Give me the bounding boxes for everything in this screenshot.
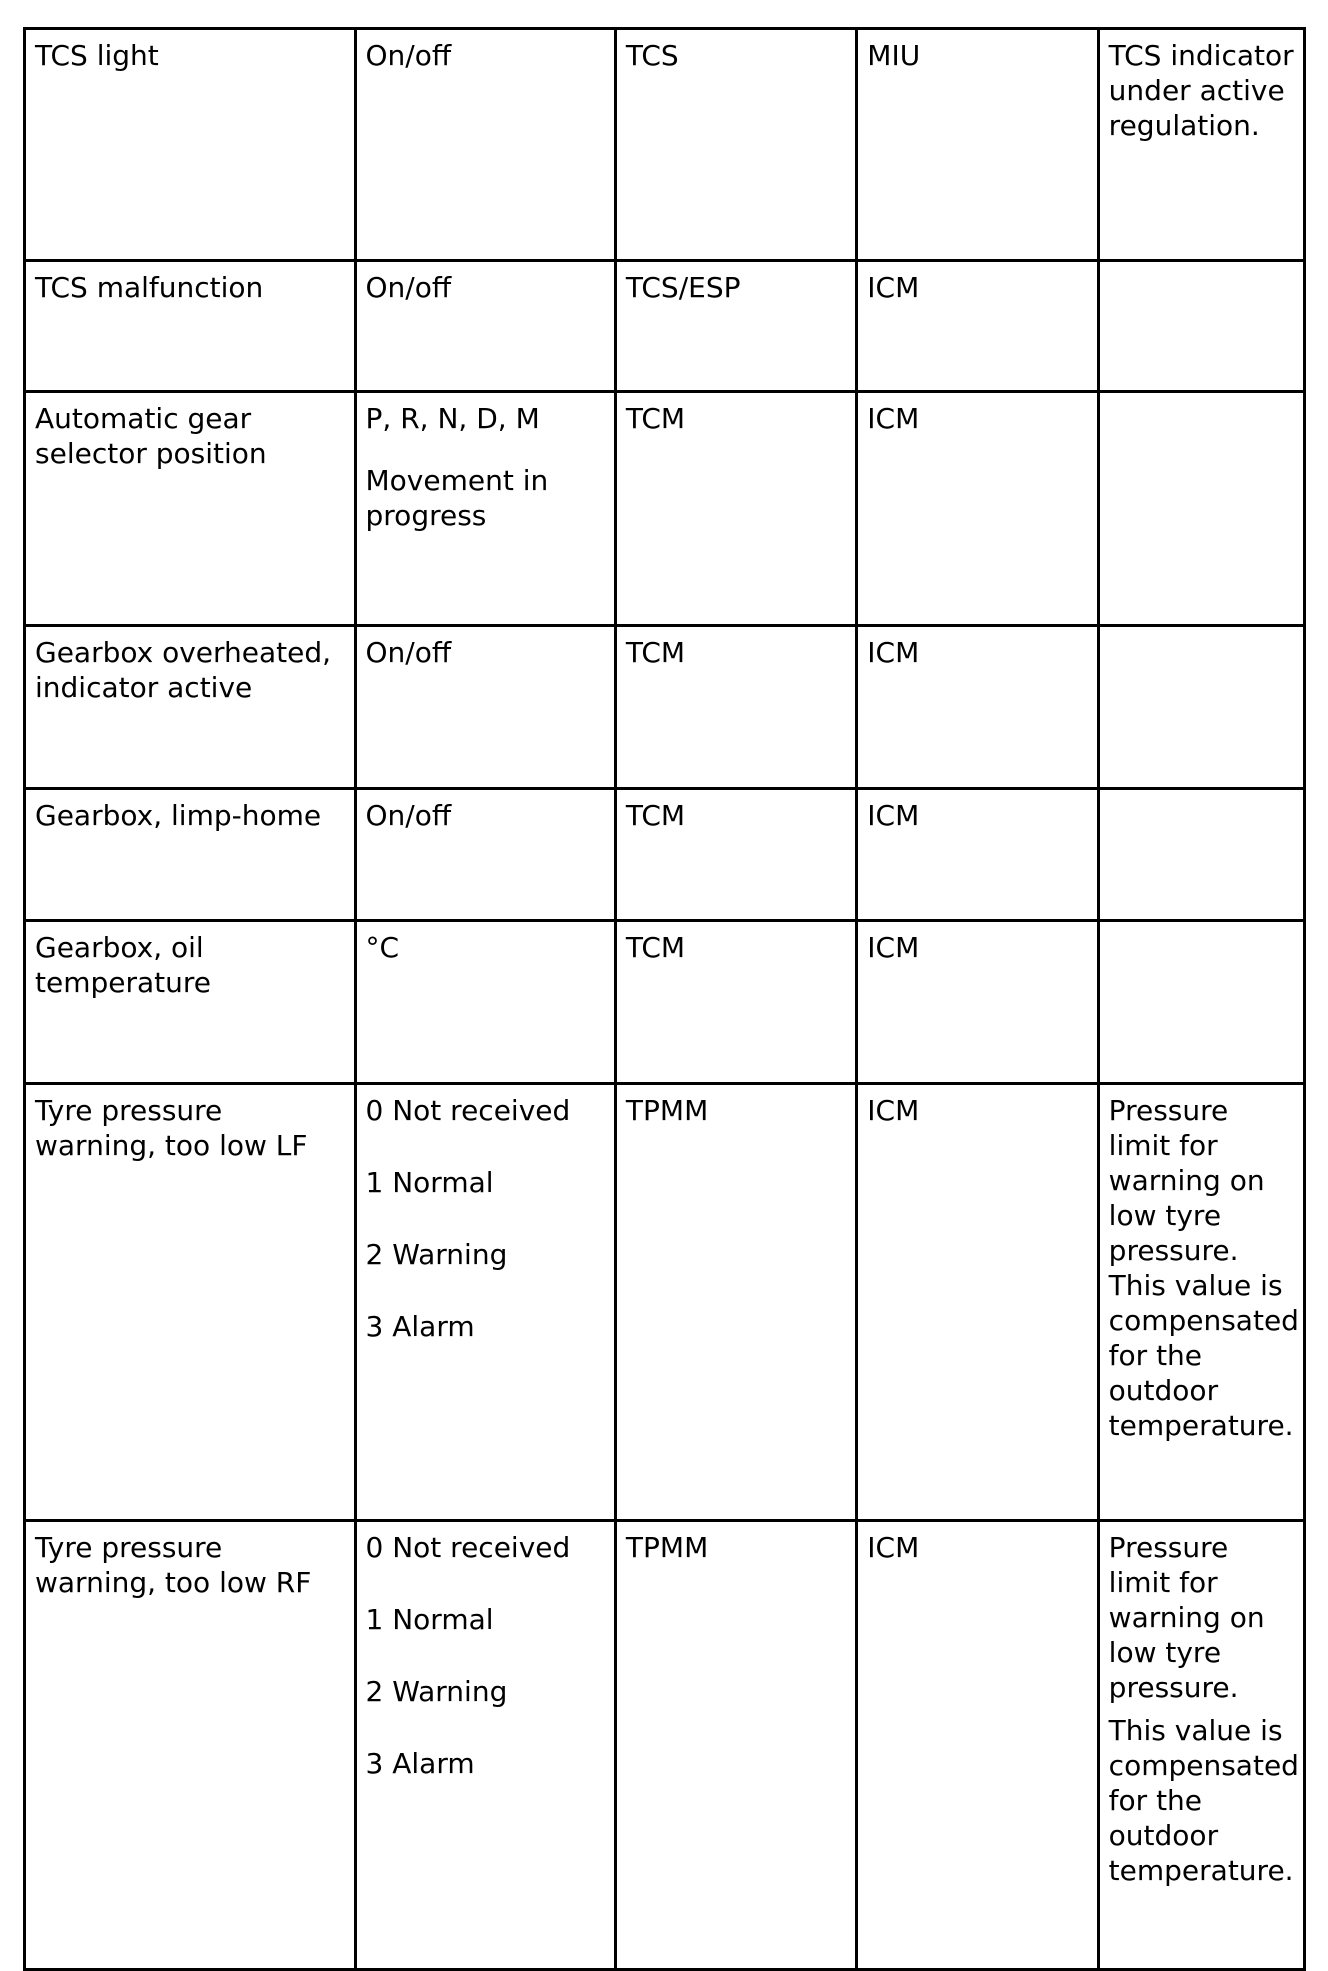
values-cell — [355, 261, 615, 392]
values-cell — [355, 921, 615, 1084]
notes-cell — [1098, 392, 1304, 626]
notes-cell — [1098, 921, 1304, 1084]
signal-name-cell — [25, 921, 356, 1084]
destination-cell — [857, 261, 1098, 392]
signal-name: Automatic gear selector position — [35, 402, 267, 470]
signal-name: Tyre pressure warning, too low LF — [35, 1094, 308, 1162]
notes-cell — [1098, 626, 1304, 789]
table-row — [25, 921, 1305, 1084]
destination-cell — [857, 1521, 1098, 1970]
destination-module: ICM — [867, 402, 920, 435]
table-row — [25, 1521, 1305, 1970]
destination-module: ICM — [867, 271, 920, 304]
signal-name-cell — [25, 392, 356, 626]
value-text: 3 Alarm — [365, 1310, 475, 1343]
source-cell — [615, 1521, 856, 1970]
signal-name-cell — [25, 1084, 356, 1521]
source-module: TCS — [625, 39, 679, 72]
source-module: TCM — [625, 402, 686, 435]
value-text: 2 Warning — [365, 1238, 508, 1271]
note-text: TCS indicator under active regulation. — [1108, 39, 1294, 142]
value-text: P, R, N, D, M — [365, 402, 540, 435]
value-text: 2 Warning — [365, 1675, 508, 1708]
destination-cell — [857, 626, 1098, 789]
source-module: TCM — [625, 799, 686, 832]
destination-cell — [857, 1084, 1098, 1521]
values-cell — [355, 1084, 615, 1521]
value-text: 0 Not received — [365, 1531, 571, 1564]
note-text: This value is compensated for the outdoor temperature. — [1108, 1714, 1299, 1887]
destination-module: ICM — [867, 1531, 920, 1564]
table-row — [25, 626, 1305, 789]
destination-cell — [857, 392, 1098, 626]
source-module: TCM — [625, 636, 686, 669]
value-text: On/off — [365, 271, 452, 304]
signal-name-cell — [25, 261, 356, 392]
signal-name-cell — [25, 1521, 356, 1970]
value-text: Movement in progress — [365, 464, 558, 532]
values-cell — [355, 626, 615, 789]
destination-cell — [857, 29, 1098, 261]
signal-name: Gearbox, limp-home — [35, 799, 322, 832]
values-cell — [355, 392, 615, 626]
note-text: Pressure limit for warning on low tyre pressure. — [1108, 1531, 1265, 1704]
table-row — [25, 1084, 1305, 1521]
destination-module: ICM — [867, 1094, 920, 1127]
source-cell — [615, 789, 856, 921]
source-cell — [615, 921, 856, 1084]
source-module: TPMM — [625, 1094, 709, 1127]
source-cell — [615, 626, 856, 789]
value-text: On/off — [365, 39, 452, 72]
destination-cell — [857, 789, 1098, 921]
destination-module: ICM — [867, 931, 920, 964]
values-cell — [355, 789, 615, 921]
note-text: Pressure limit for warning on low tyre pressure. This value is compensated for the outdoor temperature. — [1108, 1094, 1299, 1442]
destination-module: MIU — [867, 39, 921, 72]
notes-cell — [1098, 261, 1304, 392]
destination-module: ICM — [867, 799, 920, 832]
signal-name: Gearbox overheated, indicator active — [35, 636, 332, 704]
source-cell — [615, 261, 856, 392]
value-text: 1 Normal — [365, 1603, 494, 1636]
table-row — [25, 29, 1305, 261]
source-module: TCM — [625, 931, 686, 964]
value-text: On/off — [365, 799, 452, 832]
value-text: °C — [365, 931, 400, 964]
table-row — [25, 261, 1305, 392]
notes-cell — [1098, 1084, 1304, 1521]
signal-name-cell — [25, 29, 356, 261]
value-text: 1 Normal — [365, 1166, 494, 1199]
values-cell — [355, 1521, 615, 1970]
values-cell — [355, 29, 615, 261]
table-row — [25, 392, 1305, 626]
source-module: TCS/ESP — [625, 271, 741, 304]
source-cell — [615, 392, 856, 626]
signal-table — [23, 27, 1306, 1971]
destination-module: ICM — [867, 636, 920, 669]
signal-name-cell — [25, 626, 356, 789]
signal-name: TCS malfunction — [35, 271, 264, 304]
table-body — [25, 29, 1305, 1970]
notes-cell — [1098, 29, 1304, 261]
notes-cell — [1098, 789, 1304, 921]
destination-cell — [857, 921, 1098, 1084]
signal-name-cell — [25, 789, 356, 921]
value-text: 0 Not received — [365, 1094, 571, 1127]
signal-name: TCS light — [35, 39, 159, 72]
signal-name: Gearbox, oil temperature — [35, 931, 211, 999]
value-text: On/off — [365, 636, 452, 669]
source-cell — [615, 29, 856, 261]
table-row — [25, 789, 1305, 921]
source-module: TPMM — [625, 1531, 709, 1564]
value-text: 3 Alarm — [365, 1747, 475, 1780]
source-cell — [615, 1084, 856, 1521]
signal-name: Tyre pressure warning, too low RF — [35, 1531, 312, 1599]
notes-cell — [1098, 1521, 1304, 1970]
